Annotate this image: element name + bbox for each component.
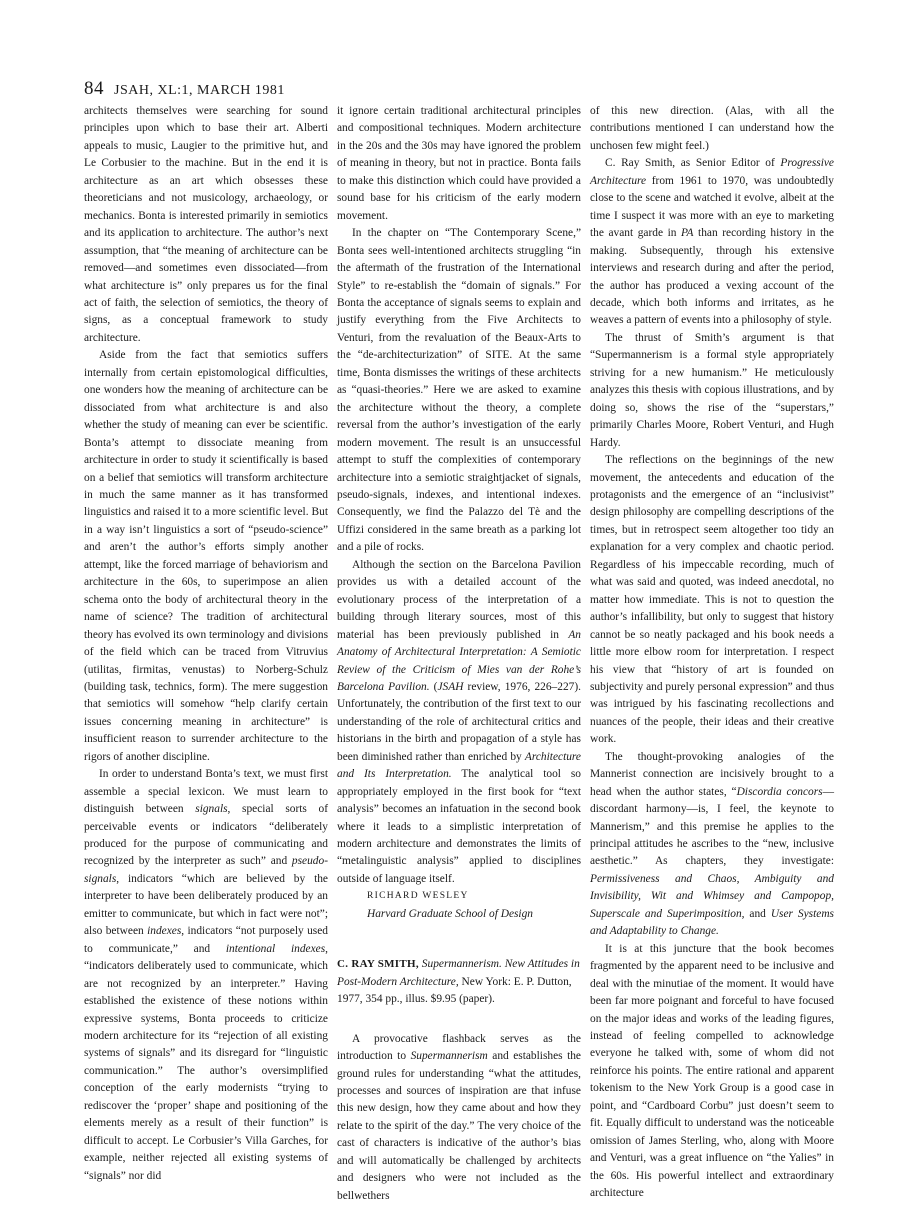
italic-title: An Anatomy of Architectural Interpretation: A Semiotic Review of the Criticism of Mies van der Rohe’s Barcelona Pavilion. [337, 628, 581, 693]
text-column-2 [337, 103, 581, 1205]
text-run: from 1961 to 1970, was undoubtedly close to the scene and watched it evolve, albeit at the time I suspect it was more with an eye to marketing the avant garde in [590, 174, 834, 240]
paragraph [590, 155, 834, 330]
text-run: In order to understand Bonta’s text, we must first assemble a special lexicon. We must learn to distinguish between [84, 768, 328, 816]
text-run: , “indicators deliberately used to communicate, which are not recognized by an interpreter.” Having established the existence of these notions within expressive systems, Bonta proceeds to criticize modern architecture for its “rejection of all existing systems of signals” and its disregard for “linguistic communication.” The author’s oversimplified conception of the early modernists “trying to rediscover the ‘proper’ shape and positioning of the elements merely as a result of their function” is difficult to accept. Le Corbusier’s Villa Garches, for example, neither rejected all existing systems of “signals” nor did [84, 942, 328, 1182]
italic-title: PA [681, 227, 694, 240]
book-citation [337, 956, 581, 1008]
italic-term: signals [195, 803, 228, 816]
text-run: The thought-provoking analogies of the Mannerist connection are incisively brought to a head when the author states, “ [590, 750, 834, 798]
paragraph: architects themselves were searching for sound principles upon which to base their art. Alberti appeals to music, Laugier to the primitive hut, and Le Corbusier to the machine. But in the end it is architecture as an art which obsesses these theoreticians and not musicology, archaeology, or mechanics. Bonta is interested primarily in semiotics and its application to architecture. The author’s next assumption, that “the meaning of architecture can be removed—and sometimes even dissociated—from what architecture is” only prepares us for the final act of faith, the selection of semiotics, the theory of signs, as a conceptual framework to study architecture. [84, 105, 328, 344]
italic-chapter-list: User Systems and Adaptability to Change. [590, 907, 834, 938]
reviewer-name: RICHARD WESLEY [367, 891, 469, 902]
paragraph: it ignore certain traditional architectural principles and compositional techniques. Modern architecture in the 20s and the 30s may have ignored the problem of meaning in theory, but not in practice. Bonta fails to make this distinction which could have provided a sound base for his criticism of the early modern movement. [337, 105, 581, 222]
text-run: , indicators “which are believed by the interpreter to have been deliberately produced by an emitter to communicate, but which in fact were not”; also between [84, 872, 328, 938]
paragraph [84, 766, 328, 1185]
journal-citation: JSAH, XL:1, MARCH 1981 [114, 83, 285, 98]
page-number: 84 [84, 78, 104, 99]
italic-title: Progressive Architecture [590, 157, 834, 187]
text-run: review, 1976, 226–227). Unfortunately, the contribution of the first text to our understanding of the role of architectural critics and historians in the birth and propagation of a style has been diminished rather than enriched by [337, 680, 581, 763]
citation-line [337, 956, 581, 1008]
italic-title: Architecture and Its Interpretation. [337, 750, 581, 781]
italic-chapter-list: Permissiveness and Chaos, Ambiguity and Invisibility, Wit and Whimsey and Campopop, Superscale and Superimposition, [590, 872, 834, 920]
paragraph [337, 1031, 581, 1205]
paragraph: The thrust of Smith’s argument is that “Supermannerism is a formal style appropriately striving for a new humanism.” He meticulously analyzes this thesis with copious illustrations, and by doing so, shows the rise of the “superstars,” primarily Charles Moore, Robert Venturi, and Hugh Hardy. [590, 331, 834, 449]
paragraph [337, 557, 581, 889]
text-run: Although the section on the Barcelona Pavilion provides us with a detailed account of the evolutionary process of the interpretation of a building through literary sources, most of this material has been previously published in [337, 558, 581, 641]
paragraph: It is at this juncture that the book becomes fragmented by the apparent need to be inclusive and deal with the minutiae of the moment. It would have been far more poignant and forceful to have focused on the major ideas and works of the leading figures, instead of feeling compelled to acknowledge everyone he talked with, some of whom did not reinforce his points. The entire rational and apparent tokenism to the New York Group is a good case in point, and “Cardboard Corbu” just doesn’t seem to fit. Equally difficult to understand was the noticeable omission of James Sterling, who, along with Moore and Venturi, was a great influence on “the Yalies” in the 60s. His powerful intellect and extraordinary architecture [590, 942, 834, 1200]
citation-publisher: New York: E. P. Dutton, 1977, 354 pp., illus. $9.95 (paper). [337, 975, 572, 1006]
italic-term: pseudo-signals [84, 855, 328, 885]
text-run: , indicators “not purposely used to communicate,” and [84, 925, 328, 955]
paragraph: Aside from the fact that semiotics suffers internally from certain epistomological difficulties, one wonders how the meaning of architecture can be dissociated from what architecture is and also whether the study of meaning can ever be scientific. Bonta’s attempt to dissociate meaning from architecture in order to study it scientifically is based on a belief that semiotics will transform architecture in much the same manner as it has transformed linguistics and raised it to a more scientific level. But in a way isn’t linguistics a sort of “pseudo-science” and aren’t the author’s efforts simply another attempt, like the forced marriage of behaviorism and architecture in the 60s, to superimpose an alien schema onto the body of architectural theory in the name of science? The tradition of architectural theory has evolved its own terminology and divisions of the field which can be traced from Vitruvius (utilitas, firmitas, venustas) to Norberg-Schulz (building task, technics, form). The mere suggestion that semiotics will somehow “help clarify certain issues concerning meaning in architecture” is insufficient reason to surrender architecture to the rigors of another discipline. [84, 349, 328, 763]
text-run: —discordant harmony—is, I feel, the keynote to Mannerism,” and this premise he applies to the principal attitudes he ascribes to the “new, inclusive aesthetic.” As chapters, they investigate: [590, 785, 834, 868]
reviewer-affiliation: Harvard Graduate School of Design [367, 907, 533, 920]
text-run: C. Ray Smith, as Senior Editor of [605, 157, 781, 170]
italic-title: JSAH [437, 680, 464, 693]
text-run: A provocative flashback serves as the introduction to [337, 1032, 581, 1063]
paragraph: of this new direction. (Alas, with all the contributions mentioned I can understand how the unchosen few might feel.) [590, 105, 834, 152]
running-header [84, 78, 285, 100]
paragraph [590, 749, 834, 941]
text-run: and establishes the ground rules for understanding “what the attitudes, processes and sources of inspiration are that infuse this new design, how they came about and how they relate to the spirit of the day.” The very choice of the cast of characters is indicative of the author’s bias and will automatically be challenged by architects and designers who were not included as the bellwethers [337, 1050, 581, 1202]
text-run: , special sorts of perceivable events or indicators “deliberately produced for the purpose of communicating and recognized by the interpreter as such” and [84, 803, 328, 868]
text-column-3 [590, 103, 834, 1203]
paragraph: The reflections on the beginnings of the new movement, the antecedents and education of the protagonists and the emergence of an “inclusivist” design philosophy are compelling descriptions of the times, but in retrospect seem altogether too tidy an explanation for a very complex and chaotic period. Regardless of his impeccable recording, much of what was said and quoted, was indeed anecdotal, no matter how immediate. This is not to question the author’s infallibility, but only to suggest that history cannot be so neatly packaged and his book needs a little more elbow room for interpretation. I respect his view that “history of art is founded on subjectivity and purely personal expression” and thus was intrigued by his fascinating recollections and nuances of the people, their ideas and their creative work. [590, 454, 834, 746]
italic-term: intentional indexes [225, 942, 326, 955]
italic-title: Supermannerism [410, 1050, 488, 1063]
text-run: than recording history in the making. Subsequently, through his extensive interviews and research during and after the period, the author has produced a vexing account of the decade, which both informs and irritates, as he weaves a pattern of events into a philosophy of style. [590, 227, 834, 327]
citation-title: Supermannerism. New Attitudes in Post-Modern Architecture, [337, 958, 580, 988]
text-run: and [744, 907, 771, 920]
text-run: ( [429, 680, 438, 693]
italic-term: indexes [147, 925, 182, 938]
paragraph: In the chapter on “The Contemporary Scene,” Bonta sees well-intentioned architects struggling “in the aftermath of the frustration of the International Style” to re-establish the “domain of signals.” For Bonta the acceptance of signals seems to explain and justify everything from the Five Architects to Venturi, from the revaluation of the Beaux-Arts to the “de-architecturization” of SITE. At the same time, Bonta dismisses the writings of these architects as “quasi-theories.” Here we are asked to examine the architecture without the theory, a complete reversal from the author’s investigation of the early modern movement. The result is an unsuccessful attempt to stuff the complexities of contemporary architecture into a semiotic straightjacket of signals, pseudo-signals, indexes, and intentional indexes. Consequently, we find the Palazzo del Tè and the Uffizi considered in the same breath as a parking lot and a pile of rocks. [337, 227, 581, 554]
citation-author: C. RAY SMITH, [337, 958, 419, 971]
italic-term: Discordia concors [736, 785, 823, 798]
text-run: The analytical tool so appropriately employed in the first book for “text analysis” becomes an infatuation in the second book where it leads to a simplistic interpretation of modern architecture and demonstrates the limits of “metalinguistic analysis” applied to disciplines outside of language itself. [337, 768, 581, 885]
text-column-1 [84, 103, 328, 1185]
